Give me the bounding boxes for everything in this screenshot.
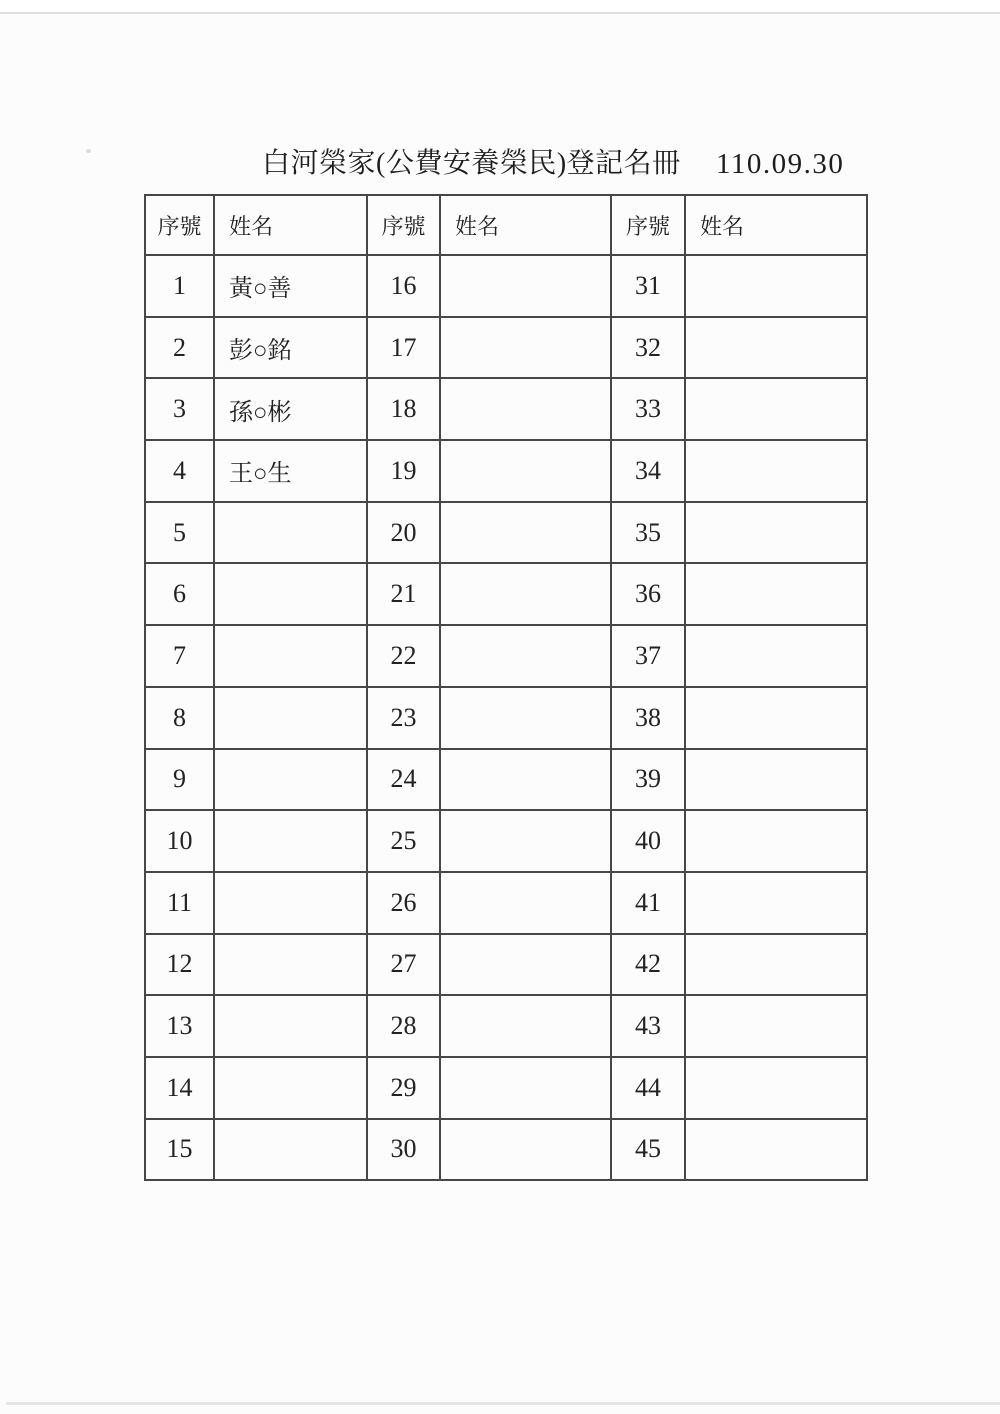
- seq-cell: 18: [367, 378, 440, 440]
- name-cell: [685, 502, 867, 564]
- seq-cell: 8: [145, 687, 214, 749]
- seq-cell: 42: [611, 934, 685, 996]
- seq-cell: 19: [367, 440, 440, 502]
- name-cell: [440, 872, 611, 934]
- name-cell: [685, 440, 867, 502]
- name-cell: [214, 1057, 367, 1119]
- name-header-cell-2: 姓名: [440, 195, 611, 255]
- table-row: [145, 687, 867, 749]
- document-date: 110.09.30: [716, 148, 845, 180]
- name-cell: [214, 995, 367, 1057]
- seq-cell: 12: [145, 934, 214, 996]
- seq-cell: 30: [367, 1119, 440, 1181]
- seq-cell: 1: [145, 255, 214, 317]
- seq-cell: 27: [367, 934, 440, 996]
- name-cell: [685, 995, 867, 1057]
- seq-cell: 32: [611, 317, 685, 379]
- table-row: [145, 1119, 867, 1181]
- seq-cell: 20: [367, 502, 440, 564]
- table-row: [145, 749, 867, 811]
- name-cell: [214, 872, 367, 934]
- seq-cell: 17: [367, 317, 440, 379]
- seq-cell: 29: [367, 1057, 440, 1119]
- table-header-row: [145, 195, 867, 255]
- seq-header-cell-1: 序號: [145, 195, 214, 255]
- name-cell: [685, 255, 867, 317]
- seq-cell: 31: [611, 255, 685, 317]
- scan-speck: [86, 149, 91, 153]
- name-header-cell-1: 姓名: [214, 195, 367, 255]
- seq-cell: 6: [145, 563, 214, 625]
- seq-cell: 13: [145, 995, 214, 1057]
- seq-cell: 36: [611, 563, 685, 625]
- seq-cell: 16: [367, 255, 440, 317]
- table-row: [145, 810, 867, 872]
- name-cell: [440, 378, 611, 440]
- seq-cell: 9: [145, 749, 214, 811]
- scan-top-edge-line: [0, 12, 1000, 14]
- seq-cell: 25: [367, 810, 440, 872]
- name-cell: [685, 563, 867, 625]
- name-cell: [685, 378, 867, 440]
- name-cell: [440, 625, 611, 687]
- name-cell: 孫○彬: [214, 378, 367, 440]
- table-row: [145, 934, 867, 996]
- seq-cell: 24: [367, 749, 440, 811]
- name-cell: [440, 255, 611, 317]
- seq-cell: 43: [611, 995, 685, 1057]
- name-cell: [440, 810, 611, 872]
- seq-cell: 41: [611, 872, 685, 934]
- seq-cell: 5: [145, 502, 214, 564]
- page-title: 白河榮家(公費安養榮民)登記名冊: [262, 148, 681, 179]
- name-cell: [685, 872, 867, 934]
- name-cell: [214, 563, 367, 625]
- seq-cell: 28: [367, 995, 440, 1057]
- seq-cell: 15: [145, 1119, 214, 1181]
- name-cell: [440, 934, 611, 996]
- roster-table-body: [145, 255, 867, 1180]
- seq-header-cell-3: 序號: [611, 195, 685, 255]
- name-cell: [440, 749, 611, 811]
- name-cell: [214, 1119, 367, 1181]
- name-cell: [214, 810, 367, 872]
- seq-cell: 7: [145, 625, 214, 687]
- seq-cell: 37: [611, 625, 685, 687]
- table-row: [145, 563, 867, 625]
- table-row: [145, 440, 867, 502]
- name-cell: [685, 1057, 867, 1119]
- name-header-cell-3: 姓名: [685, 195, 867, 255]
- table-row: [145, 995, 867, 1057]
- seq-cell: 39: [611, 749, 685, 811]
- name-cell: [685, 317, 867, 379]
- name-cell: 黃○善: [214, 255, 367, 317]
- name-cell: [214, 687, 367, 749]
- seq-cell: 26: [367, 872, 440, 934]
- seq-cell: 10: [145, 810, 214, 872]
- seq-cell: 33: [611, 378, 685, 440]
- roster-table: [144, 194, 868, 1181]
- name-cell: [214, 502, 367, 564]
- name-cell: [685, 1119, 867, 1181]
- name-cell: [440, 687, 611, 749]
- scan-bottom-edge-line: [6, 1402, 1000, 1405]
- seq-cell: 14: [145, 1057, 214, 1119]
- seq-cell: 3: [145, 378, 214, 440]
- name-cell: [214, 934, 367, 996]
- seq-cell: 44: [611, 1057, 685, 1119]
- name-cell: [440, 440, 611, 502]
- seq-cell: 2: [145, 317, 214, 379]
- seq-cell: 38: [611, 687, 685, 749]
- seq-cell: 21: [367, 563, 440, 625]
- table-row: [145, 255, 867, 317]
- name-cell: [440, 502, 611, 564]
- name-cell: [440, 317, 611, 379]
- seq-cell: 22: [367, 625, 440, 687]
- table-row: [145, 1057, 867, 1119]
- name-cell: [440, 563, 611, 625]
- name-cell: [214, 625, 367, 687]
- name-cell: 王○生: [214, 440, 367, 502]
- seq-cell: 23: [367, 687, 440, 749]
- table-row: [145, 317, 867, 379]
- table-row: [145, 625, 867, 687]
- name-cell: [685, 625, 867, 687]
- table-row: [145, 502, 867, 564]
- seq-cell: 34: [611, 440, 685, 502]
- seq-cell: 45: [611, 1119, 685, 1181]
- name-cell: [685, 687, 867, 749]
- scan-top-strip: [0, 0, 1000, 12]
- name-cell: [440, 1057, 611, 1119]
- seq-cell: 40: [611, 810, 685, 872]
- seq-cell: 35: [611, 502, 685, 564]
- table-row: [145, 378, 867, 440]
- name-cell: [685, 749, 867, 811]
- seq-cell: 4: [145, 440, 214, 502]
- name-cell: [214, 749, 367, 811]
- name-cell: [440, 1119, 611, 1181]
- name-cell: [685, 810, 867, 872]
- seq-header-cell-2: 序號: [367, 195, 440, 255]
- table-row: [145, 872, 867, 934]
- seq-cell: 11: [145, 872, 214, 934]
- name-cell: [440, 995, 611, 1057]
- name-cell: [685, 934, 867, 996]
- name-cell: 彭○銘: [214, 317, 367, 379]
